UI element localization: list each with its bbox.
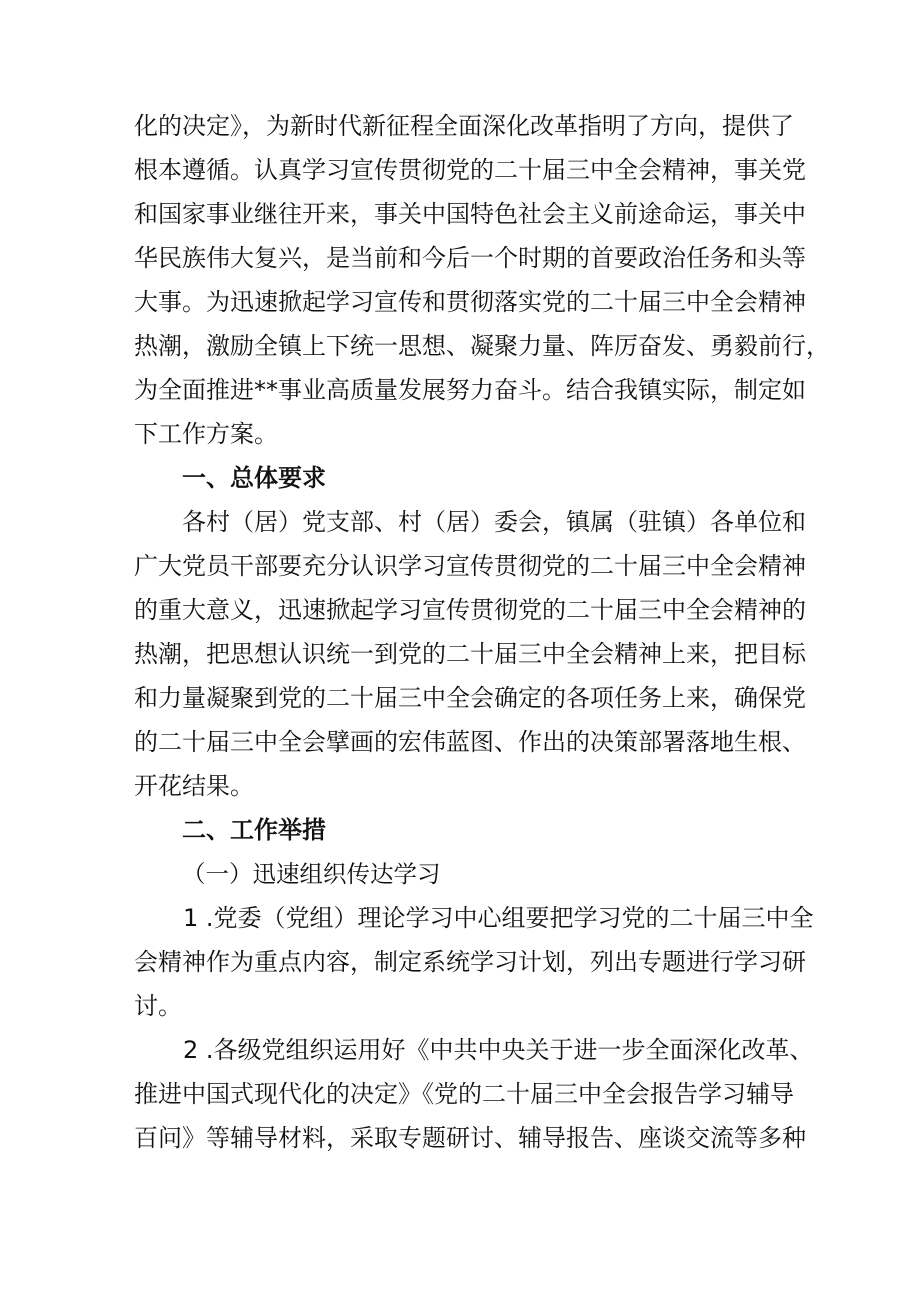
numbered-item-line: 1 .党委（党组）理论学习中心组要把学习党的二十届三中全 [183,904,814,932]
intro-line: 下工作方案。 [134,420,278,448]
numbered-item-line: 2 .各级党组织运用好《中共中央关于进一步全面深化改革、 [183,1036,814,1064]
paragraph-line: 的重大意义，迅速掀起学习宣传贯彻党的二十届三中全会精神的 [134,596,806,624]
intro-line: 根本遵循。认真学习宣传贯彻党的二十届三中全会精神，事关党 [134,156,806,184]
subsection-heading: （一）迅速组织传达学习 [182,860,441,888]
paragraph-line: 和力量凝聚到党的二十届三中全会确定的各项任务上来，确保党 [134,684,806,712]
intro-line: 和国家事业继往开来，事关中国特色社会主义前途命运，事关中 [134,200,806,228]
paragraph-line: 开花结果。 [134,772,254,800]
intro-line: 大事。为迅速掀起学习宣传和贯彻落实党的二十届三中全会精神 [134,288,806,316]
numbered-item-line: 会精神作为重点内容，制定系统学习计划，列出专题进行学习研 [134,948,806,976]
paragraph-line: 的二十届三中全会擘画的宏伟蓝图、作出的决策部署落地生根、 [134,728,806,756]
paragraph-line: 广大党员干部要充分认识学习宣传贯彻党的二十届三中全会精神 [134,552,806,580]
numbered-item-line: 讨。 [134,992,182,1020]
paragraph-line: 热潮，把思想认识统一到党的二十届三中全会精神上来，把目标 [134,640,806,668]
numbered-item-line: 推进中国式现代化的决定》《党的二十届三中全会报告学习辅导 [134,1080,794,1108]
intro-line: 为全面推进**事业高质量发展努力奋斗。结合我镇实际，制定如 [134,376,806,404]
section-heading-work-measures: 二、工作举措 [182,816,326,844]
intro-line: 化的决定》，为新时代新征程全面深化改革指明了方向，提供了 [134,112,794,140]
intro-line: 热潮，激励全镇上下统一思想、凝聚力量、阵厉奋发、勇毅前行， [134,332,830,360]
paragraph-line: 各村（居）党支部、村（居）委会，镇属（驻镇）各单位和 [182,508,806,536]
intro-line: 华民族伟大复兴，是当前和今后一个时期的首要政治任务和头等 [134,244,806,272]
section-heading-overall-requirements: 一、总体要求 [182,464,326,492]
numbered-item-line: 百问》等辅导材料，采取专题研讨、辅导报告、座谈交流等多种 [134,1124,806,1152]
